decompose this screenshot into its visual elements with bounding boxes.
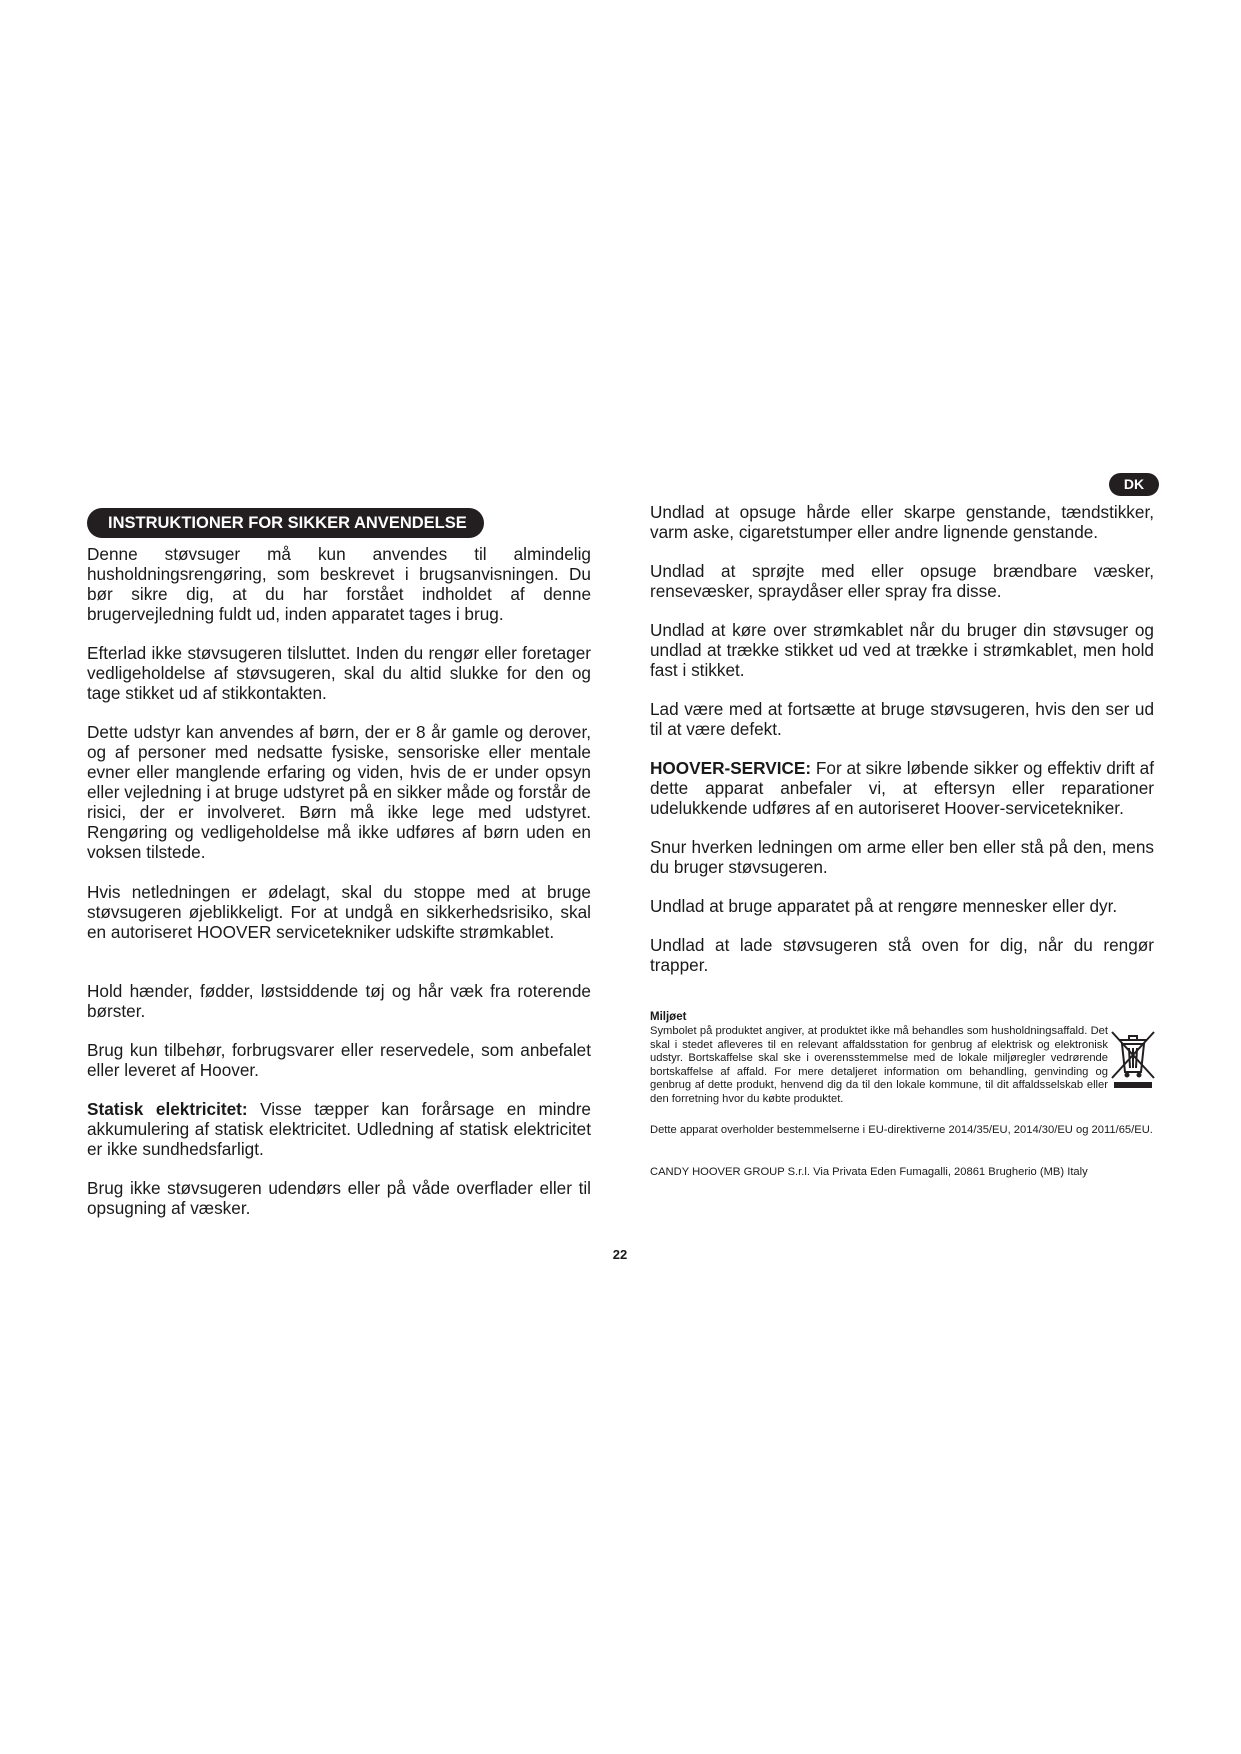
paragraph-accessories: Brug kun tilbehør, forbrugsvarer eller reservedele, som anbefalet eller leveret af Hoover.	[87, 1040, 591, 1080]
manufacturer-address: CANDY HOOVER GROUP S.r.l. Via Privata Eden Fumagalli, 20861 Brugherio (MB) Italy	[650, 1166, 1088, 1178]
section-heading: INSTRUKTIONER FOR SIKKER ANVENDELSE	[87, 508, 484, 538]
paragraph-damaged-cord: Hvis netledningen er ødelagt, skal du stoppe med at bruge støvsugeren øjeblikkeligt. For at undgå en sikkerhedsrisiko, skal en autoriseret HOOVER servicetekniker udskifte strømkablet.	[87, 882, 591, 942]
paragraph-intended-use: Denne støvsuger må kun anvendes til almindelig husholdningsrengøring, som beskrevet i brugsanvisningen. Du bør sikre dig, at du har forstået indholdet af denne brugervejledning fuldt ud, inden apparatet tages i brug.	[87, 544, 591, 624]
page-number: 22	[612, 1247, 628, 1262]
paragraph-unplug: Efterlad ikke støvsugeren tilsluttet. Inden du rengør eller foretager vedligeholdelse af støvsugeren, skal du altid slukke for den og tage stikket ud af stikkontakten.	[87, 643, 591, 703]
paragraph-people-animals: Undlad at bruge apparatet på at rengøre mennesker eller dyr.	[650, 896, 1118, 916]
paragraph-children: Dette udstyr kan anvendes af børn, der er 8 år gamle og derover, og af personer med nedsatte fysiske, sensoriske eller mentale evner eller manglende erfaring og viden, hvis de er under opsyn eller vejledning i at bruge udstyret på en sikker måde og forstår de risici, der er involveret. Børn må ikke lege med udstyret. Rengøring og vedligeholdelse må ikke udføres af børn uden en voksen tilstede.	[87, 722, 591, 862]
paragraph-service: HOOVER-SERVICE: For at sikre løbende sikker og effektiv drift af dette apparat anbefaler vi, at eftersyn eller reparationer udelukkende udføres af en autoriseret Hoover-servicetekniker.	[650, 758, 1154, 818]
environment-text: Symbolet på produktet angiver, at produktet ikke må behandles som husholdningsaffald. Det skal i stedet afleveres til en relevant affaldsstation for genbrug af elektrisk og elektronisk udstyr. Bortskaffelse skal ske i overensstemmelse med de lokale miljøregler vedrørende bortskaffelse af affald. For mere detaljeret information om behandling, genvinding og genbrug af dette produkt, henvend dig da til den lokale kommune, til dit affaldsselskab eller den forretning hvor du købte produktet.	[650, 1025, 1108, 1105]
paragraph-outdoors: Brug ikke støvsugeren udendørs eller på våde overflader eller til opsugning af væsker.	[87, 1178, 591, 1218]
paragraph-wrap-cord: Snur hverken ledningen om arme eller ben eller stå på den, mens du bruger støvsugeren.	[650, 837, 1154, 877]
paragraph-defect: Lad være med at fortsætte at bruge støvsugeren, hvis den ser ud til at være defekt.	[650, 699, 1154, 739]
language-badge: DK	[1109, 473, 1159, 496]
environment-title: Miljøet	[650, 1011, 687, 1023]
paragraph-static: Statisk elektricitet: Visse tæpper kan forårsage en mindre akkumulering af statisk elektricitet. Udledning af statisk elektricitet er ikke sundhedsfarligt.	[87, 1099, 591, 1159]
paragraph-cord: Undlad at køre over strømkablet når du bruger din støvsuger og undlad at trække stikket ud ved at trække i strømkablet, men hold fast i stikket.	[650, 620, 1154, 680]
paragraph-hard-objects: Undlad at opsuge hårde eller skarpe genstande, tændstikker, varm aske, cigaretstumper eller andre lignende genstande.	[650, 502, 1154, 542]
paragraph-flammable: Undlad at sprøjte med eller opsuge brændbare væsker, rensevæsker, spraydåser eller spray fra disse.	[650, 561, 1154, 601]
directive-compliance: Dette apparat overholder bestemmelserne i EU-direktiverne 2014/35/EU, 2014/30/EU og 2011/65/EU.	[650, 1124, 1153, 1136]
paragraph-stairs: Undlad at lade støvsugeren stå oven for dig, når du rengør trapper.	[650, 935, 1154, 975]
weee-crossed-bin-icon	[1108, 1028, 1158, 1090]
paragraph-brushes: Hold hænder, fødder, løstsiddende tøj og hår væk fra roterende børster.	[87, 981, 591, 1021]
